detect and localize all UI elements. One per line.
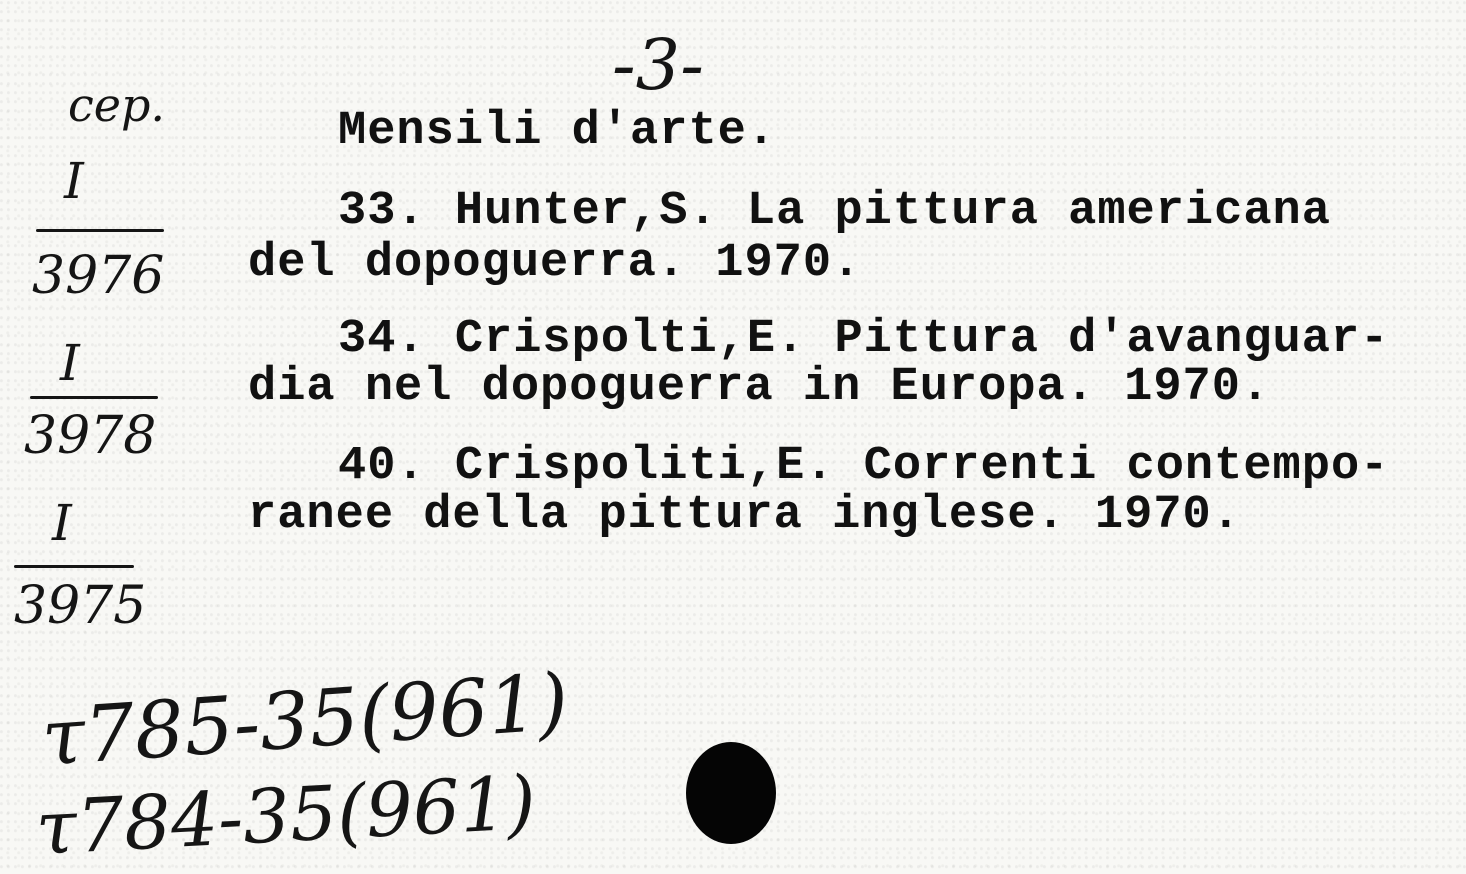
shelfmark-2-line xyxy=(30,396,158,399)
punch-hole-mark xyxy=(686,742,776,844)
entry-33-line1: 33. Hunter,S. La pittura americana xyxy=(338,185,1331,238)
entry-34-line2: dia nel dopoguerra in Europa. 1970. xyxy=(248,361,1271,414)
shelfmark-1-top: I xyxy=(64,152,84,210)
card-heading: Mensili d'arte. xyxy=(338,105,777,158)
entry-40-line1: 40. Crispoliti,E. Correnti contempo- xyxy=(338,440,1390,493)
margin-abbrev: cep. xyxy=(68,78,166,132)
shelfmark-3-top: I xyxy=(52,494,72,552)
entry-40-line2: ranee della pittura inglese. 1970. xyxy=(248,489,1241,542)
shelfmark-1-line xyxy=(36,229,164,232)
page-number: -3- xyxy=(612,24,704,106)
shelfmark-2-top: I xyxy=(60,334,80,392)
call-number-1: τ785-35(961) xyxy=(38,657,572,784)
call-number-2: τ784-35(961) xyxy=(33,759,538,872)
shelfmark-3-line xyxy=(14,565,134,568)
entry-33-line2: del dopoguerra. 1970. xyxy=(248,237,862,290)
shelfmark-1-bottom: 3976 xyxy=(32,246,165,306)
shelfmark-2-bottom: 3978 xyxy=(24,406,157,466)
shelfmark-3-bottom: 3975 xyxy=(14,576,147,636)
entry-34-line1: 34. Crispolti,E. Pittura d'avanguar- xyxy=(338,313,1390,366)
